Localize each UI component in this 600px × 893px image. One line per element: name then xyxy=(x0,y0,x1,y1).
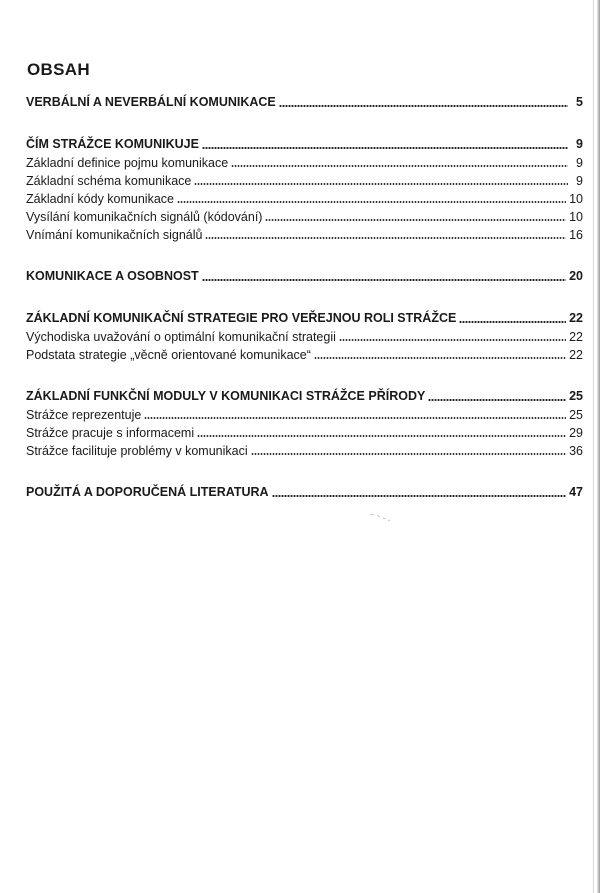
toc-subentry xyxy=(26,346,583,364)
dot-leader xyxy=(428,399,566,401)
toc-entry-label: Strážce pracuje s informacemi xyxy=(26,426,195,440)
toc-page-number: 20 xyxy=(569,269,583,283)
toc-entry-label: POUŽITÁ A DOPORUČENÁ LITERATURA xyxy=(26,485,269,499)
dot-leader xyxy=(251,453,566,455)
toc-page-number: 9 xyxy=(576,174,583,188)
dot-leader xyxy=(194,183,568,185)
toc-page-number: 10 xyxy=(569,210,583,224)
toc-chapter-entry xyxy=(26,387,583,406)
toc-chapter-entry xyxy=(26,135,583,154)
toc-page-number: 9 xyxy=(576,156,583,170)
toc-chapter-entry xyxy=(26,483,583,502)
toc-page-number: 36 xyxy=(569,444,583,458)
dot-leader xyxy=(202,279,566,281)
dot-leader xyxy=(459,321,566,323)
toc-chapter-entry xyxy=(26,309,583,328)
toc-page-number: 16 xyxy=(569,228,583,242)
toc-entry-label: Strážce facilituje problémy v komunikaci xyxy=(26,444,248,458)
toc-page-number: 9 xyxy=(576,137,583,151)
toc-page-number: 22 xyxy=(569,348,583,362)
dot-leader xyxy=(202,147,568,149)
toc-section xyxy=(26,483,583,502)
dot-leader xyxy=(205,237,566,239)
dot-leader xyxy=(197,435,566,437)
toc-entry-label: Strážce reprezentuje xyxy=(26,408,142,422)
toc-subentry xyxy=(26,190,583,208)
toc-entry-label: Východiska uvažování o optimální komunikační strategii xyxy=(26,330,336,344)
dot-leader xyxy=(314,357,566,359)
toc-entry-label: VERBÁLNÍ A NEVERBÁLNÍ KOMUNIKACE xyxy=(26,95,276,109)
toc-entry-label: ZÁKLADNÍ FUNKČNÍ MODULY V KOMUNIKACI STRÁŽCE PŘÍRODY xyxy=(26,389,426,403)
toc-entry-label: Vysílání komunikačních signálů (kódování) xyxy=(26,210,263,224)
toc-subentry xyxy=(26,406,583,424)
toc-page-number: 22 xyxy=(569,330,583,344)
toc-chapter-entry xyxy=(26,267,583,286)
toc-subentry xyxy=(26,154,583,172)
toc-page-number: 5 xyxy=(576,95,583,109)
scan-smudge xyxy=(369,512,391,522)
toc-page-number: 25 xyxy=(569,408,583,422)
toc-section xyxy=(26,135,583,244)
toc-page-number: 22 xyxy=(569,311,583,325)
table-of-contents xyxy=(26,93,583,525)
toc-subentry xyxy=(26,226,583,244)
toc-page-number: 47 xyxy=(569,485,583,499)
toc-page-number: 29 xyxy=(569,426,583,440)
toc-section xyxy=(26,93,583,112)
toc-entry-label: Základní schéma komunikace xyxy=(26,174,192,188)
dot-leader xyxy=(265,219,566,221)
dot-leader xyxy=(279,105,568,107)
toc-entry-label: ČÍM STRÁŽCE KOMUNIKUJE xyxy=(26,137,199,151)
toc-subentry xyxy=(26,172,583,190)
dot-leader xyxy=(144,417,566,419)
toc-page-number: 10 xyxy=(569,192,583,206)
toc-entry-label: ZÁKLADNÍ KOMUNIKAČNÍ STRATEGIE PRO VEŘEJNOU ROLI STRÁŽCE xyxy=(26,311,457,325)
toc-section xyxy=(26,387,583,460)
dot-leader xyxy=(272,495,567,497)
toc-entry-label: Vnímání komunikačních signálů xyxy=(26,228,203,242)
page-title: OBSAH xyxy=(27,60,90,79)
toc-subentry xyxy=(26,424,583,442)
toc-subentry xyxy=(26,328,583,346)
toc-chapter-entry xyxy=(26,93,583,112)
dot-leader xyxy=(231,165,568,167)
toc-entry-label: Podstata strategie „věcně orientované komunikace“ xyxy=(26,348,311,362)
toc-section xyxy=(26,267,583,286)
dot-leader xyxy=(177,201,566,203)
toc-page-number: 25 xyxy=(569,389,583,403)
toc-entry-label: Základní definice pojmu komunikace xyxy=(26,156,229,170)
toc-subentry xyxy=(26,442,583,460)
page-edge-shadow xyxy=(593,0,594,893)
toc-section xyxy=(26,309,583,364)
toc-entry-label: Základní kódy komunikace xyxy=(26,192,174,206)
toc-subentry xyxy=(26,208,583,226)
toc-entry-label: KOMUNIKACE A OSOBNOST xyxy=(26,269,199,283)
dot-leader xyxy=(339,339,566,341)
